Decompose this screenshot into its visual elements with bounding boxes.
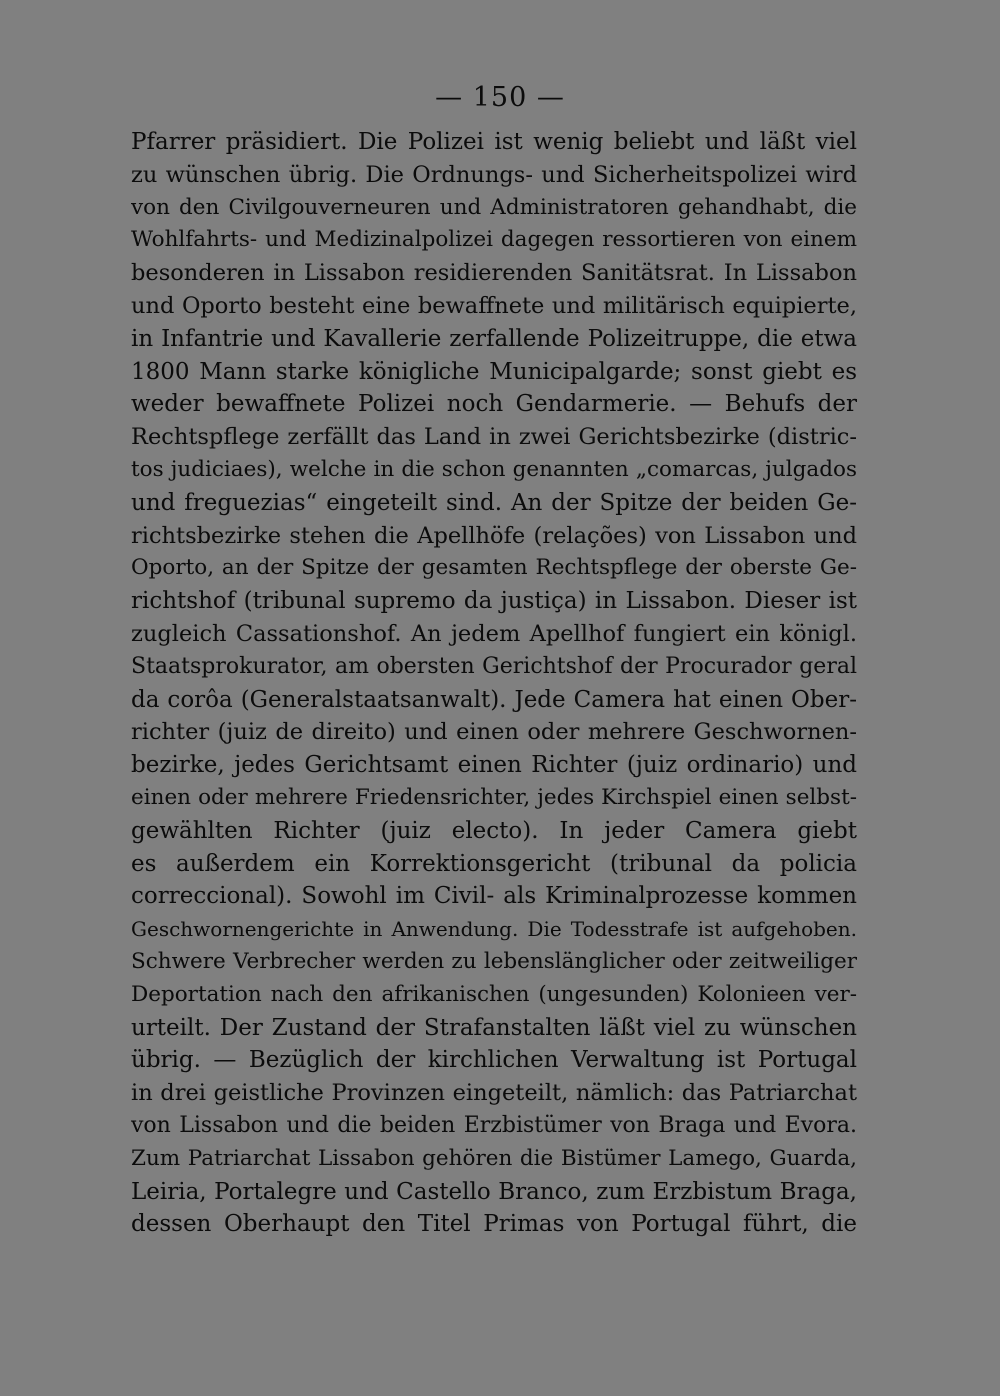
- text-line: Leiria, Portalegre und Castello Branco, zum Erzbistum Braga,: [131, 1178, 857, 1205]
- text-line: richtshof (tribunal supremo da justiça) in Lissabon. Dieser ist: [131, 588, 857, 615]
- body-text: [131, 126, 857, 1241]
- text-line: tos judiciaes), welche in die schon genannten „comarcas, julgados: [131, 456, 857, 482]
- text-line: zugleich Cassationshof. An jedem Apellhof fungiert ein königl.: [131, 620, 857, 647]
- text-line: besonderen in Lissabon residierenden Sanitätsrat. In Lissabon: [131, 260, 857, 287]
- text-line: und Oporto besteht eine bewaffnete und militärisch equipierte,: [131, 292, 857, 319]
- text-line: urteilt. Der Zustand der Strafanstalten läßt viel zu wünschen: [131, 1014, 857, 1041]
- text-line: von Lissabon und die beiden Erzbistümer von Braga und Evora.: [131, 1112, 857, 1138]
- text-line: Geschwornengerichte in Anwendung. Die Todesstrafe ist aufgehoben.: [131, 917, 857, 942]
- text-line: weder bewaffnete Polizei noch Gendarmerie. — Behufs der: [131, 391, 857, 418]
- text-line: und freguezias“ eingeteilt sind. An der Spitze der beiden Ge-: [131, 489, 857, 516]
- text-line: in Infantrie und Kavallerie zerfallende Polizeitruppe, die etwa: [131, 325, 857, 352]
- text-line: da corôa (Generalstaatsanwalt). Jede Camera hat einen Ober-: [131, 686, 857, 713]
- text-line: 1800 Mann starke königliche Municipalgarde; sonst giebt es: [131, 358, 857, 385]
- text-line: richter (juiz de direito) und einen oder mehrere Geschwornen-: [131, 719, 857, 746]
- text-line: übrig. — Bezüglich der kirchlichen Verwaltung ist Portugal: [131, 1047, 857, 1074]
- text-line: correccional). Sowohl im Civil- als Kriminalprozesse kommen: [131, 883, 857, 910]
- text-line: Schwere Verbrecher werden zu lebenslänglicher oder zeitweiliger: [131, 948, 857, 974]
- text-line: dessen Oberhaupt den Titel Primas von Portugal führt, die: [131, 1211, 857, 1238]
- text-line: Wohlfahrts- und Medizinalpolizei dagegen ressortieren von einem: [131, 227, 857, 253]
- text-line: Pfarrer präsidiert. Die Polizei ist wenig beliebt und läßt viel: [131, 129, 857, 155]
- text-line: in drei geistliche Provinzen eingeteilt, nämlich: das Patriarchat: [131, 1080, 857, 1107]
- text-line: es außerdem ein Korrektionsgericht (tribunal da policia: [131, 850, 857, 877]
- text-line: von den Civilgouverneuren und Administratoren gehandhabt, die: [131, 194, 857, 220]
- text-line: Rechtspflege zerfällt das Land in zwei Gerichtsbezirke (distric-: [131, 424, 857, 451]
- text-line: Deportation nach den afrikanischen (ungesunden) Kolonieen ver-: [131, 981, 857, 1007]
- text-line: zu wünschen übrig. Die Ordnungs- und Sicherheitspolizei wird: [131, 161, 857, 188]
- text-line: einen oder mehrere Friedensrichter, jedes Kirchspiel einen selbst-: [131, 784, 857, 810]
- text-line: gewählten Richter (juiz electo). In jeder Camera giebt: [131, 817, 857, 844]
- text-line: bezirke, jedes Gerichtsamt einen Richter (juiz ordinario) und: [131, 752, 857, 779]
- text-line: Staatsprokurator, am obersten Gerichtshof der Procurador geral: [131, 653, 857, 679]
- text-line: richtsbezirke stehen die Apellhöfe (relações) von Lissabon und: [131, 522, 857, 549]
- text-line: Zum Patriarchat Lissabon gehören die Bistümer Lamego, Guarda,: [131, 1145, 857, 1171]
- text-line: Oporto, an der Spitze der gesamten Rechtspflege der oberste Ge-: [131, 555, 857, 581]
- page-number: — 150 —: [435, 82, 565, 113]
